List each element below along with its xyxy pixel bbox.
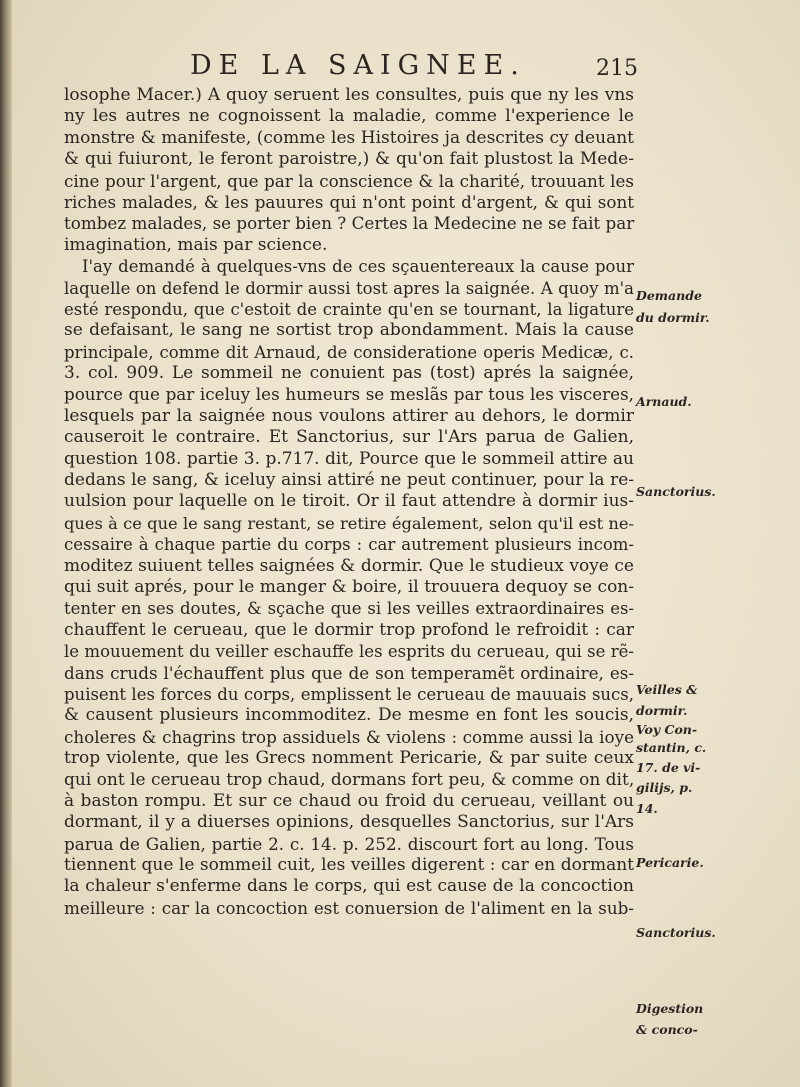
text-line: choleres & chagrins trop assiduels & violens : comme aussi la ioye	[64, 726, 634, 747]
page-number: 215	[596, 56, 638, 81]
text-line: losophe Macer.) A quoy seruent les consultes, puis que ny les vns	[64, 85, 634, 105]
text-line: lesquels par la saignée nous voulons attirer au dehors, le dormir	[64, 405, 634, 426]
margin-note: dormir.	[636, 703, 688, 718]
text-line: ques à ce que le sang restant, se retire également, selon qu'il est ne-	[64, 513, 634, 533]
margin-note: gilijs, p.	[636, 780, 693, 795]
text-line: cine pour l'argent, que par la conscience & la charité, trouuant les	[64, 170, 634, 191]
text-line: & qui fuiuront, le feront paroistre,) & qu'on fait plustost la Mede-	[64, 149, 634, 170]
text-line: imagination, mais par science.	[64, 234, 328, 255]
text-line: laquelle on defend le dormir aussi tost apres la saignée. A quoy m'a	[64, 278, 634, 298]
text-line: tombez malades, se porter bien ? Certes la Medecine ne se fait par	[64, 213, 635, 234]
text-line: 3. col. 909. Le sommeil ne conuient pas (tost) aprés la saignée,	[64, 363, 634, 384]
text-line: meilleure : car la concoction est conuersion de l'aliment en la sub-	[64, 897, 634, 918]
text-line: puisent les forces du corps, emplissent le cerueau de mauuais sucs,	[64, 684, 634, 704]
margin-notes	[636, 0, 786, 1087]
text-line: dans cruds l'échauffent plus que de son temperamẽt ordinaire, es-	[64, 662, 634, 683]
text-line: à baston rompu. Et sur ce chaud ou froid du cerueau, veillant ou	[64, 790, 634, 811]
text-line: parua de Galien, partie 2. c. 14. p. 252. discourt fort au long. Tous	[64, 833, 634, 854]
text-line: la chaleur s'enferme dans le corps, qui est cause de la concoction	[64, 876, 634, 897]
margin-note: Sanctorius.	[636, 925, 716, 940]
margin-note: Veilles &	[636, 682, 698, 697]
margin-note: 14.	[636, 801, 658, 816]
margin-note: & conco-	[636, 1022, 698, 1037]
text-line: qui suit aprés, pour le manger & boire, il trouuera dequoy se con-	[64, 576, 634, 597]
text-line: tiennent que le sommeil cuit, les veilles digerent : car en dormant	[64, 855, 634, 876]
text-line: & causent plusieurs incommoditez. De mesme en font les soucis,	[64, 705, 634, 726]
text-line: qui ont le cerueau trop chaud, dormans fort peu, & comme on dit,	[64, 769, 635, 790]
text-line: monstre & manifeste, (comme les Histoires ja descrites cy deuant	[64, 127, 634, 148]
margin-note: Demande	[636, 288, 702, 303]
text-line: tenter en ses doutes, & sçache que si les veilles extraordinaires es-	[64, 599, 634, 619]
text-line: cessaire à chaque partie du corps : car autrement plusieurs incom-	[64, 535, 634, 555]
margin-note: 17. de vi-	[636, 760, 701, 775]
text-line: uulsion pour laquelle on le tiroit. Or il faut attendre à dormir ius-	[64, 491, 634, 512]
text-line: esté respondu, que c'estoit de crainte qu'en se tournant, la ligature	[64, 299, 634, 319]
margin-note: Digestion	[636, 1001, 704, 1016]
margin-note: Sanctorius.	[636, 484, 716, 499]
margin-note: Arnaud.	[636, 394, 692, 409]
text-line: le mouuement du veiller eschauffe les esprits du cerueau, qui se rẽ-	[64, 642, 634, 662]
text-line: question 108. partie 3. p.717. dit, Pource que le sommeil attire au	[64, 448, 634, 469]
text-line: principale, comme dit Arnaud, de consideratione operis Medicæ, c.	[64, 342, 634, 362]
text-line: dedans le sang, & iceluy ainsi attiré ne peut continuer, pour la re-	[64, 470, 634, 491]
page-gutter-shadow	[0, 0, 12, 1087]
margin-note: stantin, c.	[636, 740, 707, 755]
text-line: pource que par iceluy les humeurs se meslãs par tous les visceres,	[64, 384, 634, 405]
body-text	[64, 85, 634, 919]
text-line: ny les autres ne cognoissent la maladie, comme l'experience le	[64, 106, 634, 127]
text-line: causeroit le contraire. Et Sanctorius, sur l'Ars parua de Galien,	[64, 427, 634, 448]
margin-note: du dormir.	[636, 310, 710, 325]
text-line: se defaisant, le sang ne sortist trop abondamment. Mais la cause	[64, 320, 634, 341]
text-line: I'ay demandé à quelques-vns de ces sçauentereaux la cause pour	[82, 257, 634, 277]
text-line: trop violente, que les Grecs nomment Pericarie, & par suite ceux	[64, 748, 634, 769]
text-line: dormant, il y a diuerses opinions, desquelles Sanctorius, sur l'Ars	[64, 812, 634, 833]
text-line: chauffent le cerueau, que le dormir trop profond le refroidit : car	[64, 619, 634, 640]
text-line: moditez suiuent telles saignées & dormir. Que le studieux voye ce	[64, 555, 634, 576]
margin-note: Pericarie.	[636, 855, 704, 870]
margin-note: Voy Con-	[636, 722, 698, 737]
running-title: DE LA SAIGNEE.	[190, 50, 526, 81]
text-line: riches malades, & les pauures qui n'ont point d'argent, & qui sont	[64, 191, 634, 212]
